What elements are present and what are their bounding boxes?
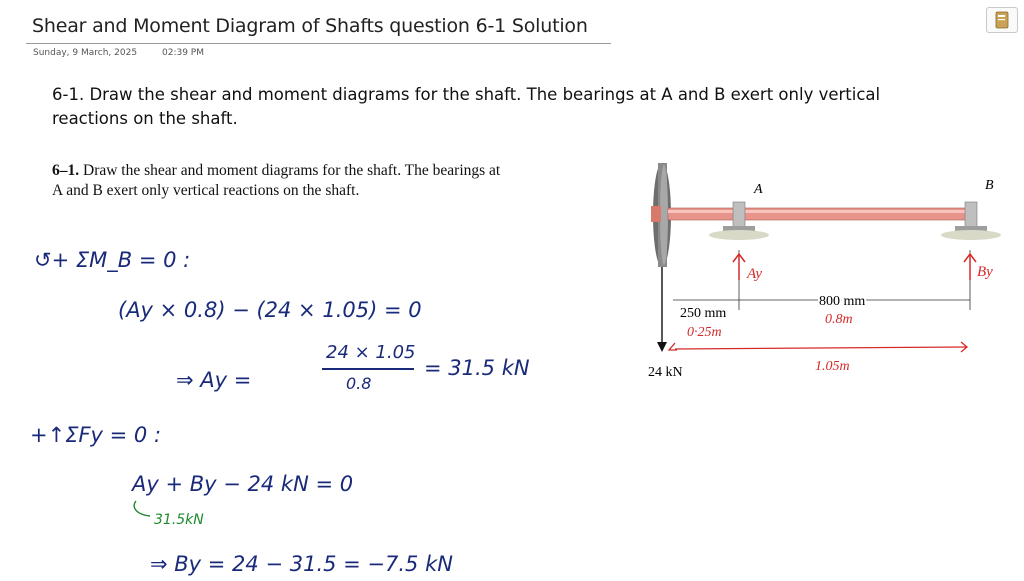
page-date: Sunday, 9 March, 2025 xyxy=(33,48,138,58)
ay-substitution-arrow xyxy=(128,498,156,522)
shaft-figure xyxy=(645,160,1005,385)
shaft xyxy=(668,208,968,220)
reaction-ay-arrow xyxy=(733,254,745,280)
ay-fraction-numerator: 24 × 1.05 xyxy=(326,342,416,363)
dimension-left: 250 mm xyxy=(680,306,727,321)
page-time: 02:39 PM xyxy=(162,48,204,58)
bearing-b xyxy=(941,202,1001,240)
problem-number: 6–1. xyxy=(52,162,80,179)
by-result: ⇒ By = 24 − 31.5 = −7.5 kN xyxy=(150,552,453,576)
note-by: By xyxy=(977,264,993,280)
note-right-length: 0.8m xyxy=(825,312,853,327)
label-b: B xyxy=(985,178,994,193)
note-ay: Ay xyxy=(747,266,762,282)
label-a: A xyxy=(754,182,763,197)
moment-equation-heading: ↺+ ΣM_B = 0 : xyxy=(34,248,191,272)
ay-fraction-denominator: 0.8 xyxy=(346,374,372,393)
bearing-a xyxy=(709,202,769,240)
title-divider xyxy=(26,43,611,44)
page-title: Shear and Moment Diagram of Shafts question 6-1 Solution xyxy=(32,15,588,37)
moment-equation: (Ay × 0.8) − (24 × 1.05) = 0 xyxy=(118,298,422,322)
problem-text: Draw the shear and moment diagrams for the shaft. The bearings at A and B exert only vertical reactions on the shaft. xyxy=(52,162,501,199)
force-equation: Ay + By − 24 kN = 0 xyxy=(132,472,354,496)
load-label: 24 kN xyxy=(648,365,683,380)
load-arrow xyxy=(657,267,667,352)
note-total-length: 1.05m xyxy=(815,359,850,374)
textbook-problem xyxy=(52,161,512,201)
total-length-line xyxy=(669,342,967,352)
force-equation-heading: +↑ΣFy = 0 : xyxy=(30,423,162,447)
note-left-length: 0·25m xyxy=(687,325,722,340)
problem-statement: 6-1. Draw the shear and moment diagrams for the shaft. The bearings at A and B exert only vertical reactions on the shaft. xyxy=(52,85,881,128)
ay-solve-prefix: ⇒ Ay = xyxy=(176,368,252,392)
notebook-icon[interactable] xyxy=(986,7,1018,33)
ay-fraction-bar xyxy=(322,368,414,370)
reaction-by-arrow xyxy=(964,254,976,280)
dimension-right: 800 mm xyxy=(819,294,866,309)
ay-substitution-note: 31.5kN xyxy=(154,512,204,528)
ay-result: = 31.5 kN xyxy=(424,356,530,380)
